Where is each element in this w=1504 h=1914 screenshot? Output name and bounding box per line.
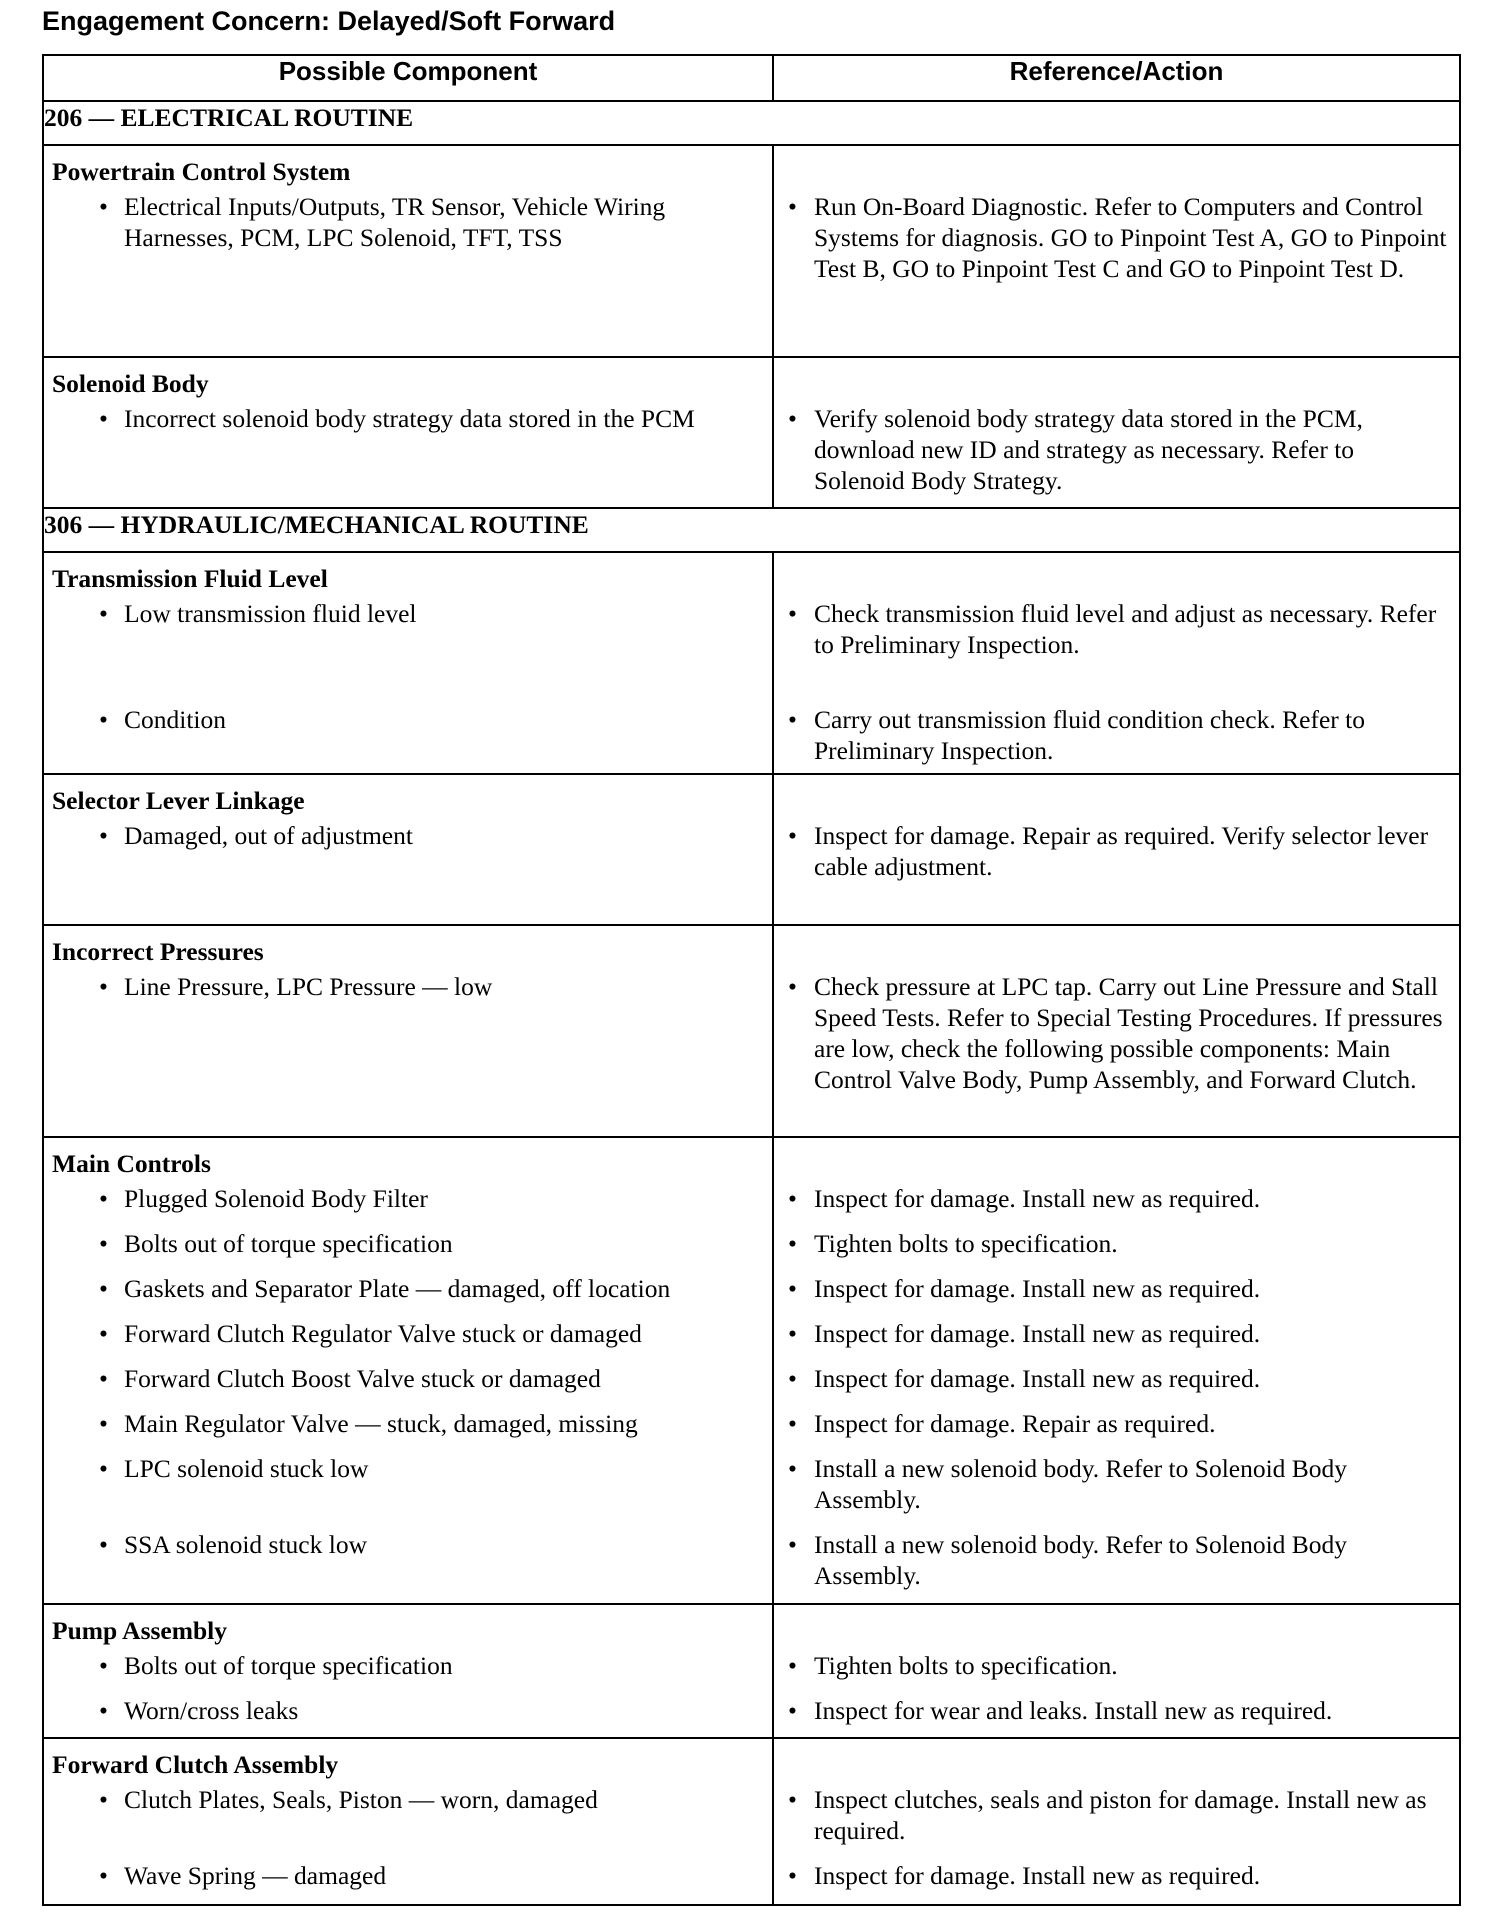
action-cell (773, 1137, 1460, 1604)
component-text: Forward Clutch Regulator Valve stuck or damaged (124, 1319, 642, 1348)
list-item: • Verify solenoid body strategy data stored in the PCM, download new ID and strategy as necessary. Refer to Solenoid Body Strategy. (788, 404, 1363, 495)
component-text: Condition (124, 705, 227, 734)
action-text: Inspect for damage. Install new as required. (814, 1184, 1261, 1213)
action-text: Check transmission fluid level and adjust as necessary. Refer to Preliminary Inspection. (814, 599, 1437, 659)
component-text: Electrical Inputs/Outputs, TR Sensor, Vehicle Wiring Harnesses, PCM, LPC Solenoid, TFT, TSS (124, 192, 666, 252)
page-title: Engagement Concern: Delayed/Soft Forward (42, 6, 616, 36)
component-text: Plugged Solenoid Body Filter (124, 1184, 428, 1213)
action-text: Check pressure at LPC tap. Carry out Line Pressure and Stall Speed Tests. Refer to Special Testing Procedures. If pressures are low, check the following possible components: Main Control Valve Body, Pump Assembly, and Forward Clutch. (814, 972, 1443, 1094)
list-item: • Line Pressure, LPC Pressure — low (99, 972, 493, 1001)
list-item: • Inspect for damage. Repair as required. (788, 1409, 1216, 1438)
list-item: • Inspect clutches, seals and piston for damage. Install new as required. (788, 1785, 1427, 1845)
action-text: Inspect for damage. Repair as required. Verify selector lever cable adjustment. (814, 821, 1429, 881)
list-item: • Inspect for damage. Install new as required. (788, 1861, 1261, 1890)
component-cell (43, 1137, 773, 1604)
list-item: • Bolts out of torque specification (99, 1651, 453, 1680)
component-cell (43, 774, 773, 925)
list-item: • Gaskets and Separator Plate — damaged, off location (99, 1274, 671, 1303)
component-cell (43, 925, 773, 1137)
list-item: • Bolts out of torque specification (99, 1229, 453, 1258)
section-row (43, 552, 1460, 774)
list-item: • Wave Spring — damaged (99, 1861, 387, 1890)
action-text: Install a new solenoid body. Refer to Solenoid Body Assembly. (814, 1454, 1348, 1514)
component-cell (43, 1738, 773, 1905)
list-item: • Inspect for damage. Install new as required. (788, 1184, 1261, 1213)
routine-row-hydraulic (43, 508, 1460, 552)
list-item: • Clutch Plates, Seals, Piston — worn, damaged (99, 1785, 598, 1814)
action-text: Inspect for damage. Install new as required. (814, 1319, 1261, 1348)
action-cell (773, 145, 1460, 357)
component-text: Bolts out of torque specification (124, 1651, 453, 1680)
action-text: Carry out transmission fluid condition check. Refer to Preliminary Inspection. (814, 705, 1365, 765)
action-cell (773, 774, 1460, 925)
list-item: • Plugged Solenoid Body Filter (99, 1184, 428, 1213)
component-cell (43, 357, 773, 508)
section-row (43, 1604, 1460, 1738)
section-row (43, 1137, 1460, 1604)
action-cell (773, 1738, 1460, 1905)
action-text: Inspect clutches, seals and piston for damage. Install new as required. (814, 1785, 1427, 1845)
list-item: • Inspect for damage. Install new as required. (788, 1319, 1261, 1348)
section-title: Main Controls (52, 1149, 211, 1178)
list-item: • Inspect for damage. Install new as required. (788, 1274, 1261, 1303)
component-text: Forward Clutch Boost Valve stuck or damaged (124, 1364, 601, 1393)
column-header-component: Possible Component (43, 55, 773, 101)
routine-heading: 306 — HYDRAULIC/MECHANICAL ROUTINE (43, 508, 1460, 552)
list-item: • Forward Clutch Boost Valve stuck or damaged (99, 1364, 601, 1393)
action-text: Run On-Board Diagnostic. Refer to Computers and Control Systems for diagnosis. GO to Pinpoint Test A, GO to Pinpoint Test B, GO to Pinpoint Test C and GO to Pinpoint Test D. (814, 192, 1447, 283)
component-text: Incorrect solenoid body strategy data stored in the PCM (124, 404, 695, 433)
list-item: • Inspect for wear and leaks. Install new as required. (788, 1696, 1333, 1725)
action-cell (773, 357, 1460, 508)
section-row (43, 1738, 1460, 1905)
component-text: Bolts out of torque specification (124, 1229, 453, 1258)
list-item: • Inspect for damage. Install new as required. (788, 1364, 1261, 1393)
section-title: Pump Assembly (52, 1616, 227, 1645)
component-text: SSA solenoid stuck low (124, 1530, 367, 1559)
section-title: Incorrect Pressures (52, 937, 264, 966)
list-item: • LPC solenoid stuck low (99, 1454, 369, 1483)
component-text: LPC solenoid stuck low (124, 1454, 369, 1483)
list-item: • Damaged, out of adjustment (99, 821, 413, 850)
component-text: Low transmission fluid level (124, 599, 417, 628)
component-cell (43, 145, 773, 357)
column-header-action: Reference/Action (773, 55, 1460, 101)
list-item: • Forward Clutch Regulator Valve stuck or damaged (99, 1319, 642, 1348)
component-cell (43, 1604, 773, 1738)
section-title: Forward Clutch Assembly (52, 1750, 339, 1779)
component-cell (43, 552, 773, 774)
diagnostic-table (42, 54, 1461, 1906)
list-item: • Check pressure at LPC tap. Carry out Line Pressure and Stall Speed Tests. Refer to Special Testing Procedures. If pressures are low, check the following possible components: Main Control Valve Body, Pump Assembly, and Forward Clutch. (788, 972, 1443, 1094)
list-item: • Tighten bolts to specification. (788, 1229, 1118, 1258)
section-title: Powertrain Control System (52, 157, 351, 186)
action-text: Inspect for damage. Repair as required. (814, 1409, 1216, 1438)
action-text: Tighten bolts to specification. (814, 1229, 1118, 1258)
component-text: Wave Spring — damaged (124, 1861, 387, 1890)
action-text: Inspect for wear and leaks. Install new as required. (814, 1696, 1333, 1725)
list-item: • Run On-Board Diagnostic. Refer to Computers and Control Systems for diagnosis. GO to Pinpoint Test A, GO to Pinpoint Test B, GO to Pinpoint Test C and GO to Pinpoint Test D. (788, 192, 1447, 283)
list-item: • Inspect for damage. Repair as required. Verify selector lever cable adjustment. (788, 821, 1429, 881)
list-item: • Main Regulator Valve — stuck, damaged, missing (99, 1409, 638, 1438)
list-item: • Worn/cross leaks (99, 1696, 299, 1725)
list-item: • Install a new solenoid body. Refer to Solenoid Body Assembly. (788, 1530, 1348, 1590)
section-title: Transmission Fluid Level (52, 564, 328, 593)
component-text: Worn/cross leaks (124, 1696, 299, 1725)
section-row (43, 357, 1460, 508)
list-item: • Check transmission fluid level and adjust as necessary. Refer to Preliminary Inspection. (788, 599, 1437, 659)
list-item: • Incorrect solenoid body strategy data stored in the PCM (99, 404, 695, 433)
list-item: • Condition (99, 705, 227, 734)
action-cell (773, 925, 1460, 1137)
action-cell (773, 1604, 1460, 1738)
routine-heading: 206 — ELECTRICAL ROUTINE (43, 101, 1460, 145)
action-text: Inspect for damage. Install new as required. (814, 1861, 1261, 1890)
section-title: Solenoid Body (52, 369, 209, 398)
table-header-row (43, 55, 1460, 101)
list-item: • Tighten bolts to specification. (788, 1651, 1118, 1680)
section-row (43, 774, 1460, 925)
list-item: • Low transmission fluid level (99, 599, 417, 628)
section-row (43, 925, 1460, 1137)
action-text: Verify solenoid body strategy data stored in the PCM, download new ID and strategy as necessary. Refer to Solenoid Body Strategy. (814, 404, 1363, 495)
section-title: Selector Lever Linkage (52, 786, 305, 815)
list-item: • Carry out transmission fluid condition check. Refer to Preliminary Inspection. (788, 705, 1365, 765)
routine-row-electrical (43, 101, 1460, 145)
list-item: • Electrical Inputs/Outputs, TR Sensor, Vehicle Wiring Harnesses, PCM, LPC Solenoid, TFT, TSS (99, 192, 666, 252)
action-text: Install a new solenoid body. Refer to Solenoid Body Assembly. (814, 1530, 1348, 1590)
list-item: • SSA solenoid stuck low (99, 1530, 367, 1559)
action-text: Inspect for damage. Install new as required. (814, 1364, 1261, 1393)
action-text: Inspect for damage. Install new as required. (814, 1274, 1261, 1303)
section-row (43, 145, 1460, 357)
component-text: Line Pressure, LPC Pressure — low (124, 972, 493, 1001)
action-cell (773, 552, 1460, 774)
component-text: Gaskets and Separator Plate — damaged, off location (124, 1274, 671, 1303)
component-text: Clutch Plates, Seals, Piston — worn, damaged (124, 1785, 598, 1814)
action-text: Tighten bolts to specification. (814, 1651, 1118, 1680)
component-text: Main Regulator Valve — stuck, damaged, missing (124, 1409, 638, 1438)
component-text: Damaged, out of adjustment (124, 821, 413, 850)
list-item: • Install a new solenoid body. Refer to Solenoid Body Assembly. (788, 1454, 1348, 1514)
